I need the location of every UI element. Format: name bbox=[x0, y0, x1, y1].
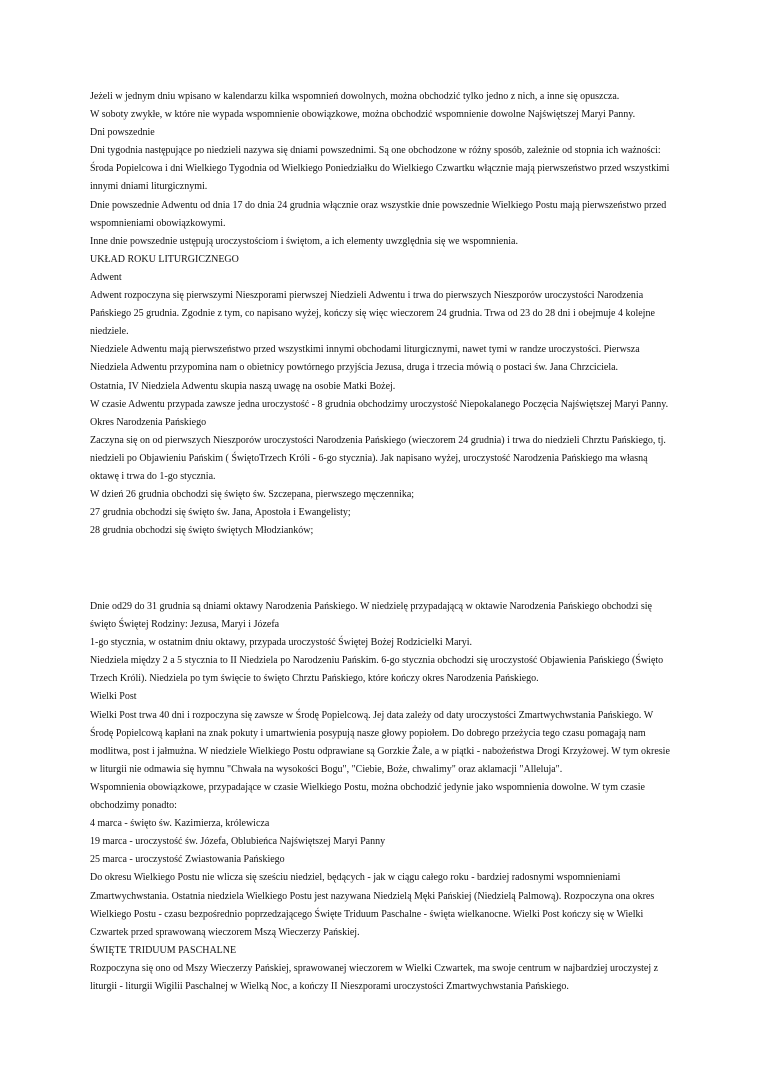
paragraph: Niedziele Adwentu mają pierwszeństwo przed wszystkimi innymi obchodami liturgicznymi, nawet tymi w randze uroczystości. Pierwsza Niedziela Adwentu przypomina nam o obietnicy powtórnego przyjścia Jezusa, druga i trzecia mówią o postaci św. Jana Chrzciciela. bbox=[90, 344, 640, 374]
paragraph: Ostatnia, IV Niedziela Adwentu skupia naszą uwagę na osobie Matki Bożej. bbox=[90, 380, 396, 392]
text-block-1 bbox=[90, 88, 675, 540]
section-heading: Okres Narodzenia Pańskiego bbox=[90, 416, 207, 428]
text-block-2 bbox=[90, 598, 675, 996]
paragraph: Adwent rozpoczyna się pierwszymi Nieszporami pierwszej Niedzieli Adwentu i trwa do pierwszych Nieszporów uroczystości Narodzenia Pańskiego 25 grudnia. Zgodnie z tym, co napisano wyżej, kończy się więc wieczorem 24 grudnia. Trwa od 23 do 28 dni i obejmuje 4 kolejne niedziele. bbox=[90, 290, 655, 338]
paragraph: 1-go stycznia, w ostatnim dniu oktawy, przypada uroczystość Świętej Bożej Rodzicielki Maryi. bbox=[90, 637, 473, 649]
paragraph: W dzień 26 grudnia obchodzi się święto św. Szczepana, pierwszego męczennika; bbox=[90, 489, 415, 501]
section-heading: ŚWIĘTE TRIDUUM PASCHALNE bbox=[90, 944, 237, 956]
paragraph: Rozpoczyna się ono od Mszy Wieczerzy Pańskiej, sprawowanej wieczorem w Wielki Czwartek, ma swoje centrum w najbardziej uroczystej z liturgii - liturgii Wigilii Paschalnej w Wielką Noc, a kończy II Nieszporami uroczystości Zmartwychwstania Pańskiego. bbox=[90, 962, 659, 992]
paragraph: Dnie powszednie Adwentu od dnia 17 do dnia 24 grudnia włącznie oraz wszystkie dnie powszednie Wielkiego Postu mają pierwszeństwo przed wspomnieniami obowiązkowymi. bbox=[90, 199, 667, 229]
paragraph: Środa Popielcowa i dni Wielkiego Tygodnia od Wielkiego Poniedziałku do Wielkiego Czwartku włącznie mają pierwszeństwo przed wszystkimi innymi dniami liturgicznymi. bbox=[90, 163, 670, 193]
paragraph: Dni tygodnia następujące po niedzieli nazywa się dniami powszednimi. Są one obchodzone w różny sposób, zależnie od stopnia ich ważności: bbox=[90, 145, 661, 157]
section-heading: Wielki Post bbox=[90, 691, 137, 703]
paragraph: Zaczyna się on od pierwszych Nieszporów uroczystości Narodzenia Pańskiego (wieczorem 24 grudnia) i trwa do niedzieli Chrztu Pańskiego, tj. niedzieli po Objawieniu Pańskim ( ŚwiętoTrzech Króli - 6-go stycznia). Jak napisano wyżej, uroczystość Narodzenia Pańskiego ma własną oktawę i trwa do 1-go stycznia. bbox=[90, 434, 666, 482]
paragraph: 28 grudnia obchodzi się święto świętych Młodzianków; bbox=[90, 525, 314, 537]
section-heading: UKŁAD ROKU LITURGICZNEGO bbox=[90, 253, 239, 265]
paragraph: W soboty zwykłe, w które nie wypada wspomnienie obowiązkowe, można obchodzić wspomnienie dowolne Najświętszej Maryi Panny. bbox=[90, 109, 636, 121]
paragraph: Dnie od29 do 31 grudnia są dniami oktawy Narodzenia Pańskiego. W niedzielę przypadającą w oktawie Narodzenia Pańskiego obchodzi się święto Świętej Rodziny: Jezusa, Maryi i Józefa bbox=[90, 601, 652, 631]
paragraph: W czasie Adwentu przypada zawsze jedna uroczystość - 8 grudnia obchodzimy uroczystość Niepokalanego Poczęcia Najświętszej Maryi Panny. bbox=[90, 398, 669, 410]
paragraph: 25 marca - uroczystość Zwiastowania Pańskiego bbox=[90, 854, 285, 866]
paragraph: 27 grudnia obchodzi się święto św. Jana, Apostoła i Ewangelisty; bbox=[90, 507, 351, 519]
section-heading: Dni powszednie bbox=[90, 127, 155, 139]
section-heading: Adwent bbox=[90, 271, 122, 283]
paragraph: 4 marca - święto św. Kazimierza, królewicza bbox=[90, 818, 270, 830]
paragraph: 19 marca - uroczystość św. Józefa, Oblubieńca Najświętszej Maryi Panny bbox=[90, 836, 386, 848]
paragraph: Jeżeli w jednym dniu wpisano w kalendarzu kilka wspomnień dowolnych, można obchodzić tylko jedno z nich, a inne się opuszcza. bbox=[90, 91, 620, 102]
paragraph: Niedziela między 2 a 5 stycznia to II Niedziela po Narodzeniu Pańskim. 6-go stycznia obchodzi się uroczystość Objawienia Pańskiego (Święto Trzech Króli). Niedziela po tym święcie to święto Chrztu Pańskiego, które kończy okres Narodzenia Pańskiego. bbox=[90, 655, 664, 685]
paragraph: Inne dnie powszednie ustępują uroczystościom i świętom, a ich elementy uwzględnia się we wspomnienia. bbox=[90, 235, 518, 247]
paragraph: Wspomnienia obowiązkowe, przypadające w czasie Wielkiego Postu, można obchodzić jedynie jako wspomnienia dowolne. W tym czasie obchodzimy ponadto: bbox=[90, 781, 645, 812]
paragraph: Wielki Post trwa 40 dni i rozpoczyna się zawsze w Środę Popielcową. Jej data zależy od daty uroczystości Zmartwychwstania Pańskiego. W Środę Popielcową kapłani na znak pokuty i umartwienia posypują nasze głowy popiołem. Do dobrego przeżycia tego czasu pomagają nam modlitwa, post i jałmużna. W niedziele Wielkiego Postu odprawiane są Gorzkie Żale, a w piątki - nabożeństwa Drogi Krzyżowej. W tym okresie w liturgii nie odmawia się hymnu "Chwała na wysokości Bogu", "Ciebie, Boże, chwalimy" oraz aklamacji "Alleluja". bbox=[90, 709, 670, 775]
paragraph: Do okresu Wielkiego Postu nie wlicza się sześciu niedziel, będących - jak w ciągu całego roku - bardziej radosnymi wspomnieniami Zmartwychwstania. Ostatnia niedziela Wielkiego Postu jest nazywana Niedzielą Męki Pańskiej (Niedzielą Palmową). Rozpoczyna ona okres Wielkiego Postu - czasu bezpośrednio poprzedzającego Święte Triduum Paschalne - święta wielkanocne. Wielki Post kończy się w Wielki Czwartek przed sprawowaną wieczorem Mszą Wieczerzy Pańskiej. bbox=[90, 872, 655, 938]
